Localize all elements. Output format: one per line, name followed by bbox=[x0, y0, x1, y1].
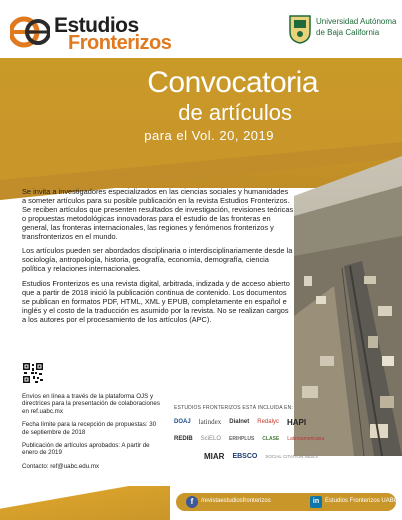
title-convocatoria: Convocatoria bbox=[147, 66, 318, 99]
indexes-title: ESTUDIOS FRONTERIZOS ESTÁ INCLUIDA EN: bbox=[174, 405, 294, 411]
uabc-logo bbox=[288, 14, 398, 48]
uabc-name-line1: Universidad Autónoma bbox=[316, 17, 397, 26]
index-logo: Redalyc bbox=[257, 419, 279, 425]
title-articulos: de artículos bbox=[178, 100, 292, 125]
journal-logo bbox=[10, 10, 220, 54]
index-logo: latindex bbox=[198, 418, 222, 426]
index-logo: DOAJ bbox=[174, 419, 191, 425]
index-logo: MIAR bbox=[204, 451, 225, 461]
qr-code[interactable] bbox=[22, 362, 44, 384]
uabc-name-line2: de Baja California bbox=[316, 28, 380, 37]
indexes-row-2 bbox=[174, 433, 396, 445]
indexes-row-1 bbox=[174, 416, 396, 428]
linkedin-link[interactable]: Estudios Fronterizos UABC bbox=[325, 498, 399, 504]
uabc-seal-icon bbox=[288, 14, 312, 44]
title-volume: para el Vol. 20, 2019 bbox=[144, 128, 274, 143]
submission-info bbox=[22, 393, 162, 476]
border-city-photo bbox=[294, 156, 402, 456]
indexes-row-3 bbox=[174, 450, 396, 462]
index-logo: SOCIAL CITATION INDEX bbox=[265, 453, 319, 459]
index-logo: Dialnet bbox=[229, 419, 250, 425]
index-logo: HAPI bbox=[286, 417, 307, 427]
contact-email[interactable]: Contacto: ref@uabc.edu.mx bbox=[22, 462, 100, 470]
index-logo: REDIB bbox=[174, 436, 193, 442]
index-logo: ERIHPLUS bbox=[229, 436, 255, 442]
paragraph-disciplines: Los artículos pueden ser abordados disciplinaria o interdisciplinariamente desde la sociología, antropología, historia, geografía, economía, demografía, ciencia política y relaciones internacionales. bbox=[22, 246, 293, 274]
index-logo: Latinoamericana bbox=[287, 436, 325, 442]
logo-word-fronterizos: Fronterizos bbox=[68, 32, 172, 54]
paragraph-intro: Se invita a investigadores especializados en las ciencias sociales y humanidades a someter artículos para su posible publicación en la revista Estudios Fronterizos. Se reciben artículos que presenten resultados de investigación, revisiones teóricas o propuestas metodológicas innovadoras para el estudio de las fronteras en general, las fronteras internacionales, las regiones y fenómenos fronterizos y transfronterizos en el mundo. bbox=[22, 187, 294, 241]
index-logo: SciELO bbox=[200, 436, 222, 442]
index-logo: CLASE bbox=[262, 436, 280, 442]
submission-platform: Envíos en línea a través de la plataforma OJS y directrices para la presentación de colaboraciones en ref.uabc.mx bbox=[22, 393, 160, 415]
facebook-link[interactable]: /revistaestudiosfronterizos bbox=[201, 498, 271, 504]
bottom-accent bbox=[0, 486, 170, 520]
ef-logo-icon bbox=[10, 12, 50, 52]
call-description bbox=[22, 188, 294, 331]
linkedin-icon[interactable]: in bbox=[310, 496, 322, 508]
publication-date: Publicación de artículos aprobados: A partir de enero de 2019 bbox=[22, 442, 150, 457]
index-logo: EBSCO bbox=[232, 452, 258, 460]
submission-deadline: Fecha límite para la recepción de propuestas: 30 de septiembre de 2018 bbox=[22, 421, 157, 436]
paragraph-journal: Estudios Fronterizos es una revista digital, arbitrada, indizada y de acceso abierto que a partir de 2018 inició la publicación continua de contenido. Los documentos se publican en formatos PDF, HTML, XML y EPUB, completamente en español e inglés y el costo de la traducción es asumido por la revista. No se realizan cargos a los autores por el procesamiento de los artículos (APC). bbox=[22, 279, 290, 324]
facebook-icon[interactable]: f bbox=[186, 496, 198, 508]
logo-word-estudios: Estudios bbox=[54, 14, 139, 37]
